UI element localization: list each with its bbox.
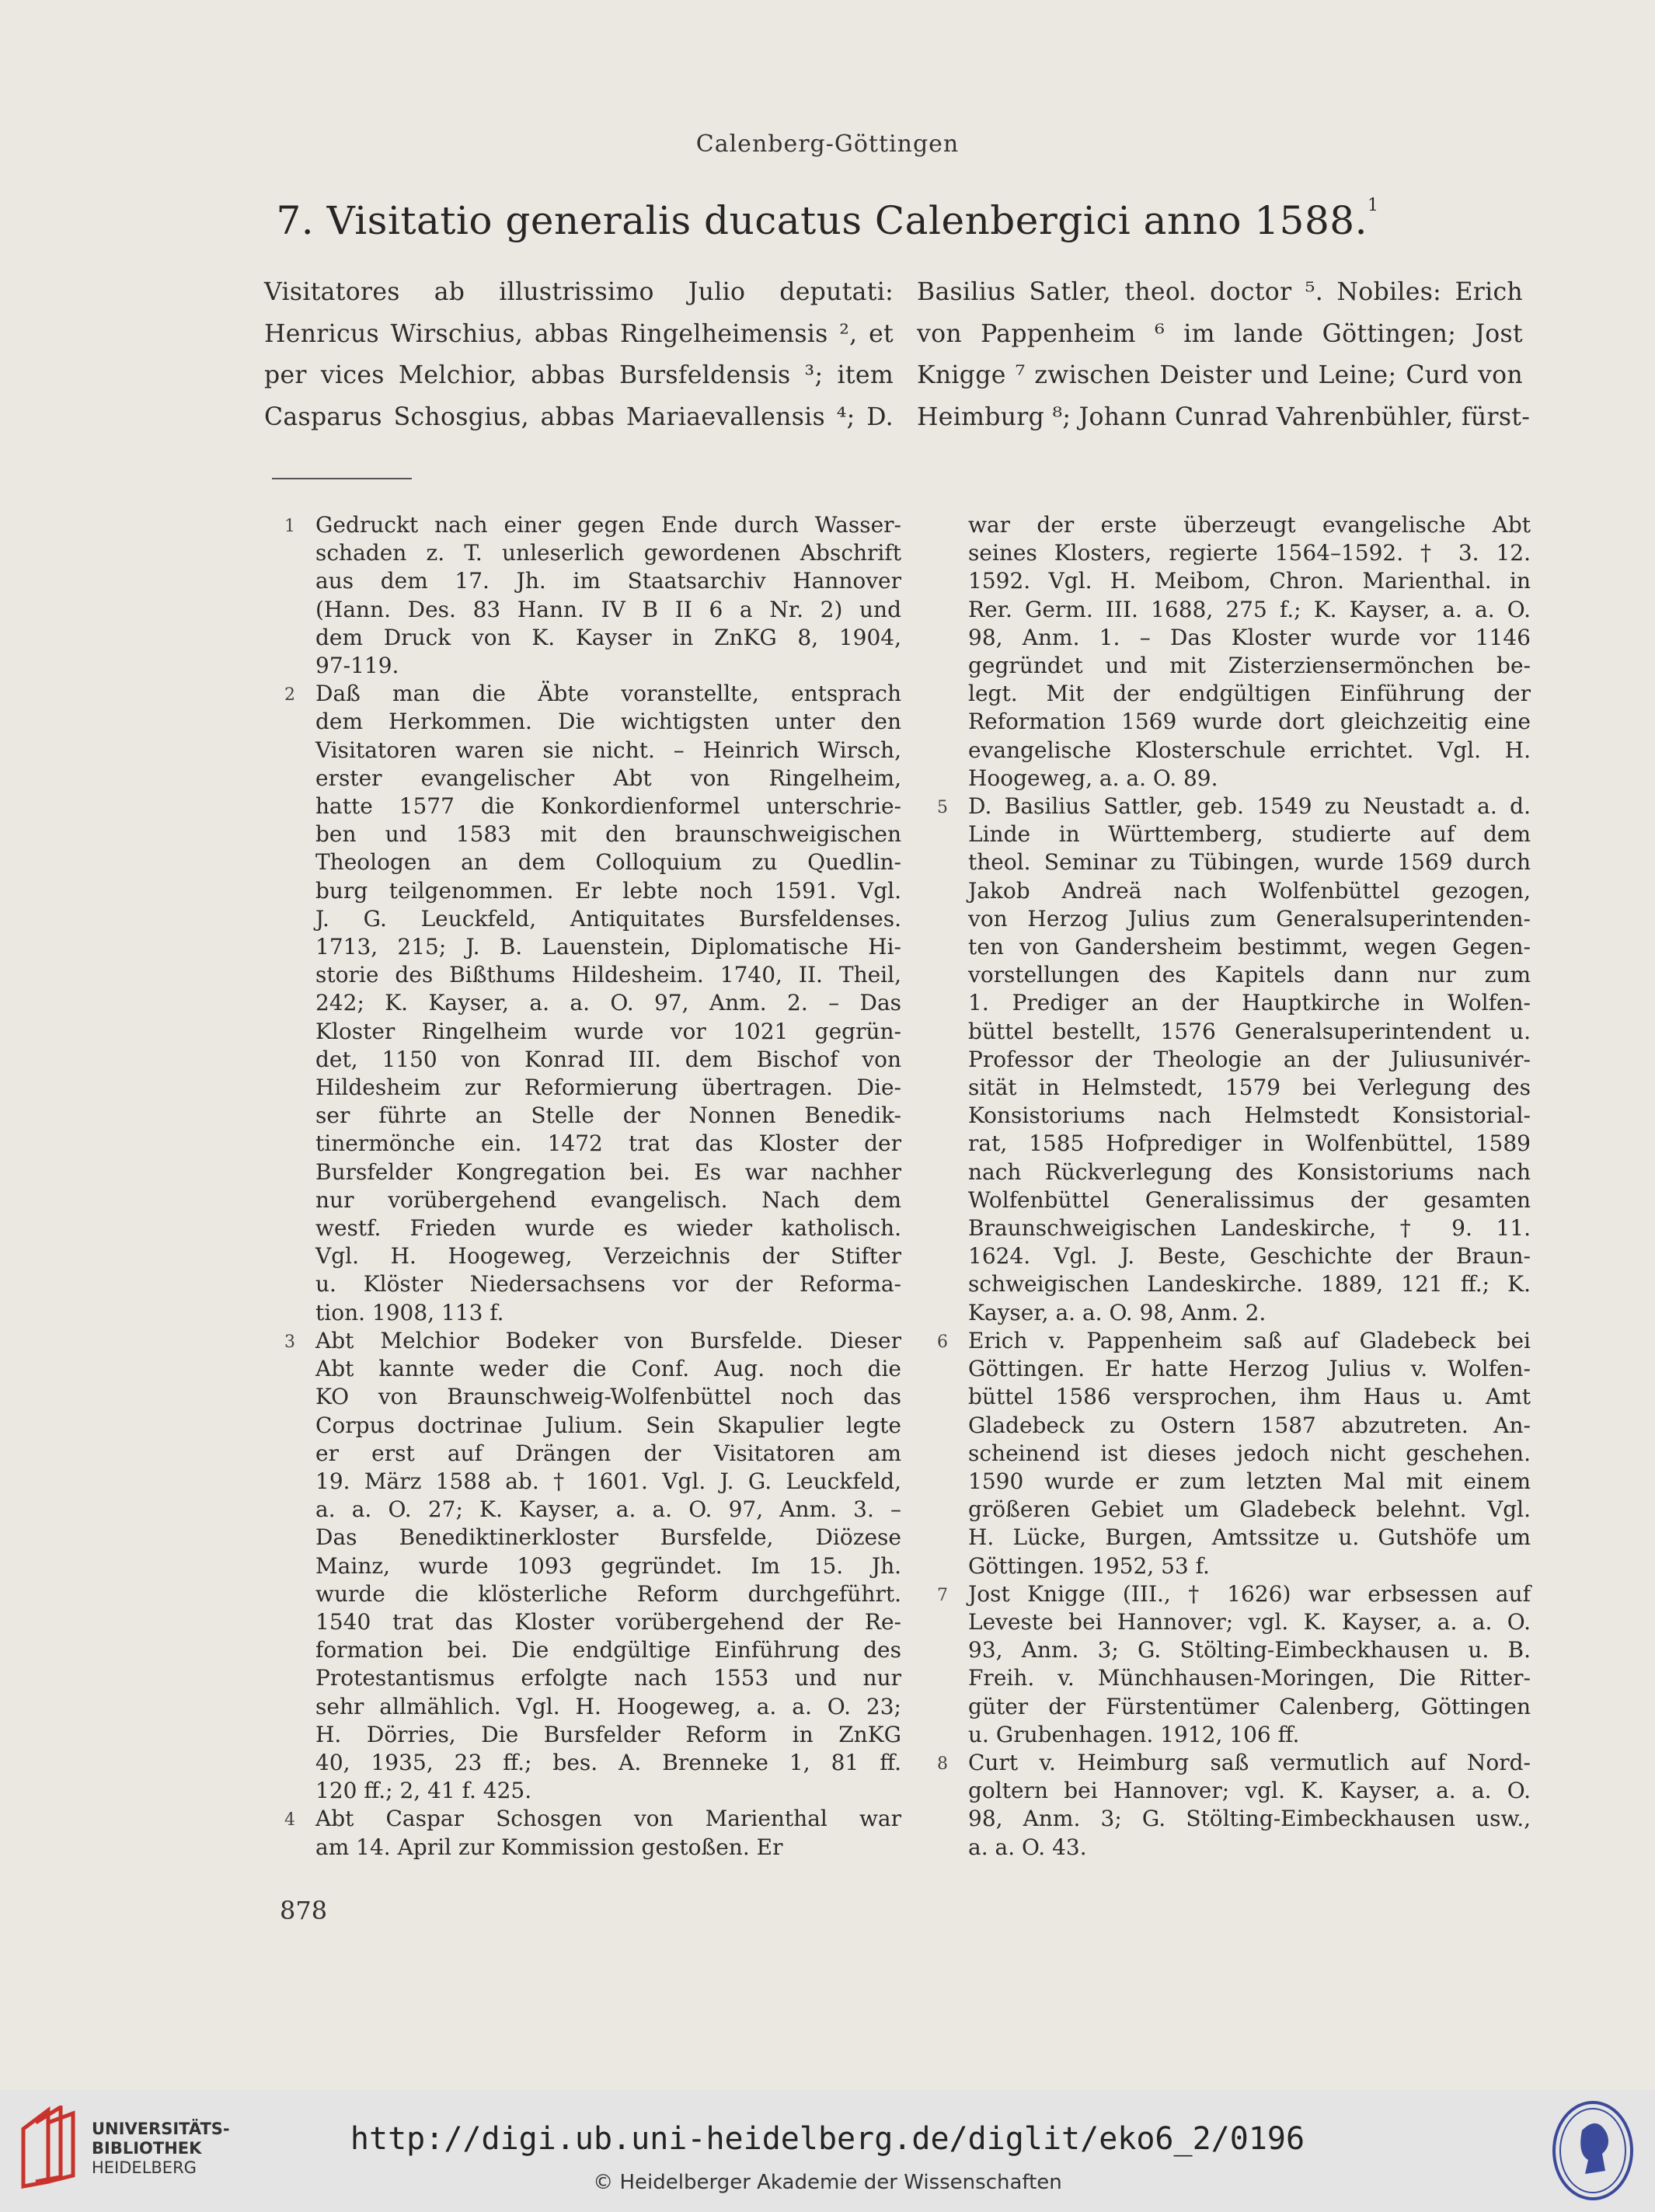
footnote-line: Reformation 1569 wurde dort gleichzeitig eine bbox=[968, 709, 1531, 735]
footnote bbox=[932, 511, 1531, 792]
footnote-line: H. Dörries, Die Bursfelder Reform in ZnKG bbox=[315, 1721, 901, 1747]
footnote-line: büttel 1586 versprochen, ihm Haus u. Amt bbox=[968, 1384, 1531, 1410]
footnote-line: Hoogeweg, a. a. O. 89. bbox=[968, 765, 1218, 791]
footnote-line: Abt kannte weder die Conf. Aug. noch die bbox=[315, 1356, 901, 1382]
library-name-line2: BIBLIOTHEK bbox=[92, 2139, 202, 2158]
footnote-line: ben und 1583 mit den braunschweigischen bbox=[315, 821, 901, 848]
intro-line: Basilius Satler, theol. doctor ⁵. Nobiles: Erich bbox=[917, 278, 1523, 306]
footnote-line: ser führte an Stelle der Nonnen Benedik- bbox=[315, 1103, 901, 1129]
footnote bbox=[932, 1580, 1531, 1749]
footnote-line: war der erste überzeugt evangelische Abt bbox=[968, 512, 1531, 538]
footnote-line: Wolfenbüttel Generalissimus der gesamten bbox=[968, 1186, 1531, 1213]
footnote-line: Kloster Ringelheim wurde vor 1021 gegrün- bbox=[315, 1018, 901, 1044]
footnote bbox=[280, 511, 901, 680]
intro-left-column bbox=[264, 272, 894, 438]
footnote bbox=[280, 680, 901, 1327]
footnote-line: Bursfelder Kongregation bei. Es war nachher bbox=[315, 1158, 901, 1185]
footnote-line: Erich v. Pappenheim saß auf Gladebeck bei bbox=[968, 1327, 1531, 1353]
footnote-line: vorstellungen des Kapitels dann nur zum bbox=[968, 962, 1531, 988]
footnote-line: ten von Gandersheim bestimmt, wegen Gegen- bbox=[968, 934, 1531, 960]
footnote-line: Braunschweigischen Landeskirche, † 9. 11. bbox=[968, 1215, 1531, 1242]
footnote-line: Gedruckt nach einer gegen Ende durch Wasser- bbox=[315, 512, 901, 538]
footnote bbox=[280, 1327, 901, 1805]
footnote-line: Abt Caspar Schosgen von Marienthal war bbox=[315, 1806, 901, 1832]
footnote-line: Curt v. Heimburg saß vermutlich auf Nord- bbox=[968, 1749, 1531, 1775]
running-head: Calenberg-Göttingen bbox=[695, 131, 960, 158]
footnote-line: Leveste bei Hannover; vgl. K. Kayser, a. a. O. bbox=[968, 1608, 1531, 1635]
footnote-line: Corpus doctrinae Julium. Sein Skapulier legte bbox=[315, 1412, 901, 1438]
footnote-number: 7 bbox=[937, 1585, 948, 1605]
footnote-line: schaden z. T. unleserlich gewordenen Abschrift bbox=[315, 540, 901, 566]
footnote-number: 4 bbox=[284, 1810, 295, 1831]
footnote-line: Daß man die Äbte voranstellte, entsprach bbox=[315, 681, 901, 707]
footnote-line: dem Herkommen. Die wichtigsten unter den bbox=[315, 709, 901, 735]
footnote-number: 3 bbox=[284, 1332, 295, 1352]
footnote-separator bbox=[272, 478, 412, 479]
intro-line: von Pappenheim ⁶ im lande Göttingen; Jost bbox=[917, 319, 1523, 348]
footnotes-right-column bbox=[932, 511, 1531, 1862]
copyright-notice: © Heidelberger Akademie der Wissenschaften bbox=[593, 2171, 1062, 2194]
library-name-line1: UNIVERSITÄTS- bbox=[92, 2120, 230, 2138]
footnote-line: D. Basilius Sattler, geb. 1549 zu Neustadt a. d. bbox=[968, 793, 1531, 820]
footnote-line: von Herzog Julius zum Generalsuperintenden- bbox=[968, 905, 1531, 932]
footnote-line: Rer. Germ. III. 1688, 275 f.; K. Kayser, a. a. O. bbox=[968, 596, 1531, 622]
footnote-number: 5 bbox=[937, 798, 948, 818]
footnote-line: det, 1150 von Konrad III. dem Bischof von bbox=[315, 1046, 901, 1072]
footnote-line: burg teilgenommen. Er lebte noch 1591. Vgl. bbox=[315, 877, 901, 904]
footnote-line: größeren Gebiet um Gladebeck belehnt. Vgl. bbox=[968, 1496, 1531, 1523]
footnote-line: nach Rückverlegung des Konsistoriums nach bbox=[968, 1158, 1531, 1185]
footnote-line: hatte 1577 die Konkordienformel unterschrie- bbox=[315, 793, 901, 820]
footnote-line: evangelische Klosterschule errichtet. Vgl. H. bbox=[968, 737, 1531, 763]
footnote-line: 1590 wurde er zum letzten Mal mit einem bbox=[968, 1468, 1531, 1494]
footnote-line: a. a. O. 27; K. Kayser, a. a. O. 97, Anm. 3. – bbox=[315, 1496, 901, 1523]
footnote-line: nur vorübergehend evangelisch. Nach dem bbox=[315, 1186, 901, 1213]
footnote-line: westf. Frieden wurde es wieder katholisch. bbox=[315, 1215, 901, 1242]
footnote-line: Das Benediktinerkloster Bursfelde, Diözese bbox=[315, 1524, 901, 1551]
intro-line: Heimburg ⁸; Johann Cunrad Vahrenbühler, fürst- bbox=[917, 402, 1531, 431]
footnote-line: Jakob Andreä nach Wolfenbüttel gezogen, bbox=[968, 877, 1531, 904]
footnote-line: Theologen an dem Colloquium zu Quedlin- bbox=[315, 849, 901, 876]
footnote-line: am 14. April zur Kommission gestoßen. Er bbox=[315, 1834, 783, 1860]
footnote-line: wurde die klösterliche Reform durchgeführt. bbox=[315, 1580, 901, 1607]
footnote-line: sehr allmählich. Vgl. H. Hoogeweg, a. a. O. 23; bbox=[315, 1693, 901, 1719]
footnote-line: büttel bestellt, 1576 Generalsuperintendent u. bbox=[968, 1018, 1531, 1044]
footnote-line: Freih. v. Münchhausen-Moringen, Die Ritter- bbox=[968, 1665, 1531, 1691]
footnote-line: 1592. Vgl. H. Meibom, Chron. Marienthal. in bbox=[968, 568, 1531, 594]
section-title bbox=[0, 196, 1655, 243]
footnote-line: seines Klosters, regierte 1564–1592. † 3. 12. bbox=[968, 540, 1531, 566]
permalink-url[interactable]: http://digi.ub.uni-heidelberg.de/diglit/eko6_2/0196 bbox=[350, 2121, 1305, 2157]
footnote-line: schweigischen Landeskirche. 1889, 121 ff.; K. bbox=[968, 1271, 1531, 1298]
footnote bbox=[932, 1327, 1531, 1580]
section-title-text: 7. Visitatio generalis ducatus Calenbergici anno 1588. bbox=[276, 198, 1368, 243]
footnote bbox=[932, 1749, 1531, 1862]
footnote-line: 1624. Vgl. J. Beste, Geschichte der Braun- bbox=[968, 1243, 1531, 1270]
academy-seal-icon[interactable] bbox=[1551, 2099, 1635, 2202]
footnote-line: a. a. O. 43. bbox=[968, 1834, 1087, 1860]
footnote bbox=[932, 792, 1531, 1327]
footnote-line: J. G. Leuckfeld, Antiquitates Bursfeldenses. bbox=[315, 905, 901, 932]
footnote-line: rat, 1585 Hofprediger in Wolfenbüttel, 1589 bbox=[968, 1130, 1531, 1157]
footnote-line: Protestantismus erfolgte nach 1553 und nur bbox=[315, 1665, 901, 1691]
viewer-footer bbox=[0, 2090, 1655, 2212]
footnote-line: 98, Anm. 1. – Das Kloster wurde vor 1146 bbox=[968, 624, 1531, 650]
footnote-line: erster evangelischer Abt von Ringelheim, bbox=[315, 765, 901, 791]
library-name-line3: HEIDELBERG bbox=[92, 2158, 197, 2177]
footnote-line: 98, Anm. 3; G. Stölting-Eimbeckhausen usw., bbox=[968, 1806, 1531, 1832]
page-number: 878 bbox=[280, 1896, 328, 1925]
footnote-number: 6 bbox=[937, 1332, 948, 1352]
footnote-line: Mainz, wurde 1093 gegründet. Im 15. Jh. bbox=[315, 1552, 901, 1579]
footnote-line: legt. Mit der endgültigen Einführung der bbox=[968, 681, 1531, 707]
footnote-number: 2 bbox=[284, 685, 295, 705]
footnote-line: Göttingen. 1952, 53 f. bbox=[968, 1552, 1210, 1579]
footnote-line: dem Druck von K. Kayser in ZnKG 8, 1904, bbox=[315, 624, 901, 650]
footnote-line: theol. Seminar zu Tübingen, wurde 1569 durch bbox=[968, 849, 1531, 876]
footnote-line: 93, Anm. 3; G. Stölting-Eimbeckhausen u. B. bbox=[968, 1637, 1531, 1663]
footnote-line: 1540 trat das Kloster vorübergehend der Re- bbox=[315, 1608, 901, 1635]
footnote-number: 1 bbox=[284, 517, 295, 536]
footnote-line: Hildesheim zur Reformierung übertragen. Die- bbox=[315, 1075, 901, 1101]
footnote-line: güter der Fürstentümer Calenberg, Göttingen bbox=[968, 1693, 1531, 1719]
footnote-line: tinermönche ein. 1472 trat das Kloster der bbox=[315, 1130, 901, 1157]
intro-line: Knigge ⁷ zwischen Deister und Leine; Curd von bbox=[917, 361, 1523, 389]
footnote-line: 97-119. bbox=[315, 653, 399, 679]
intro-line: Casparus Schosgius, abbas Mariaevallensis ⁴; D. bbox=[264, 402, 894, 431]
footnote-line: Linde in Württemberg, studierte auf dem bbox=[968, 821, 1531, 848]
footnote-line: 242; K. Kayser, a. a. O. 97, Anm. 2. – Das bbox=[315, 990, 901, 1016]
footnote-line: Visitatoren waren sie nicht. – Heinrich Wirsch, bbox=[315, 737, 901, 763]
footnote-line: aus dem 17. Jh. im Staatsarchiv Hannover bbox=[315, 568, 901, 594]
footnote-number: 8 bbox=[937, 1754, 948, 1774]
footnote-line: 40, 1935, 23 ff.; bes. A. Brenneke 1, 81 ff. bbox=[315, 1749, 901, 1775]
footnotes-left-column bbox=[280, 511, 901, 1862]
footnote-line: Gladebeck zu Ostern 1587 abzutreten. An- bbox=[968, 1412, 1531, 1438]
intro-right-column bbox=[917, 272, 1531, 438]
footnote-line: u. Klöster Niedersachsens vor der Reforma- bbox=[315, 1271, 901, 1298]
footnote bbox=[280, 1805, 901, 1861]
footnote-line: Konsistoriums nach Helmstedt Konsistorial- bbox=[968, 1103, 1531, 1129]
footnote-line: Jost Knigge (III., † 1626) war erbsessen auf bbox=[968, 1580, 1531, 1607]
footnote-line: u. Grubenhagen. 1912, 106 ff. bbox=[968, 1721, 1300, 1747]
footnote-line: H. Lücke, Burgen, Amtssitze u. Gutshöfe um bbox=[968, 1524, 1531, 1551]
footnote-line: KO von Braunschweig-Wolfenbüttel noch das bbox=[315, 1384, 901, 1410]
footnote-line: gegründet und mit Zisterziensermönchen be- bbox=[968, 653, 1531, 679]
footnote-line: Göttingen. Er hatte Herzog Julius v. Wolfen- bbox=[968, 1356, 1531, 1382]
footnote-line: Kayser, a. a. O. 98, Anm. 2. bbox=[968, 1299, 1267, 1325]
intro-line: Visitatores ab illustrissimo Julio deputati: bbox=[264, 278, 894, 306]
footnote-line: goltern bei Hannover; vgl. K. Kayser, a. a. O. bbox=[968, 1778, 1531, 1804]
footnote-line: storie des Bißthums Hildesheim. 1740, II. Theil, bbox=[315, 962, 901, 988]
footnote-line: Professor der Theologie an der Juliusunivér- bbox=[968, 1046, 1531, 1072]
footnote-line: 1713, 215; J. B. Lauenstein, Diplomatische Hi- bbox=[315, 934, 901, 960]
footnote-line: 120 ff.; 2, 41 f. 425. bbox=[315, 1778, 532, 1804]
footnote-line: er erst auf Drängen der Visitatoren am bbox=[315, 1440, 901, 1466]
footnote-line: (Hann. Des. 83 Hann. IV B II 6 a Nr. 2) und bbox=[315, 596, 901, 622]
title-footnote-ref[interactable]: 1 bbox=[1368, 196, 1379, 215]
footnote-line: 1. Prediger an der Hauptkirche in Wolfen- bbox=[968, 990, 1531, 1016]
footnote-line: tion. 1908, 113 f. bbox=[315, 1299, 504, 1325]
footnote-line: sität in Helmstedt, 1579 bei Verlegung des bbox=[968, 1075, 1531, 1101]
intro-line: per vices Melchior, abbas Bursfeldensis ³; item bbox=[264, 361, 894, 389]
footnote-line: formation bei. Die endgültige Einführung des bbox=[315, 1637, 901, 1663]
footnote-line: Vgl. H. Hoogeweg, Verzeichnis der Stifter bbox=[315, 1243, 901, 1270]
footnote-line: Abt Melchior Bodeker von Bursfelde. Dieser bbox=[315, 1327, 901, 1353]
footnote-line: scheinend ist dieses jedoch nicht geschehen. bbox=[968, 1440, 1531, 1466]
footnote-line: 19. März 1588 ab. † 1601. Vgl. J. G. Leuckfeld, bbox=[315, 1468, 901, 1494]
intro-line: Henricus Wirschius, abbas Ringelheimensis ², et bbox=[264, 319, 894, 348]
